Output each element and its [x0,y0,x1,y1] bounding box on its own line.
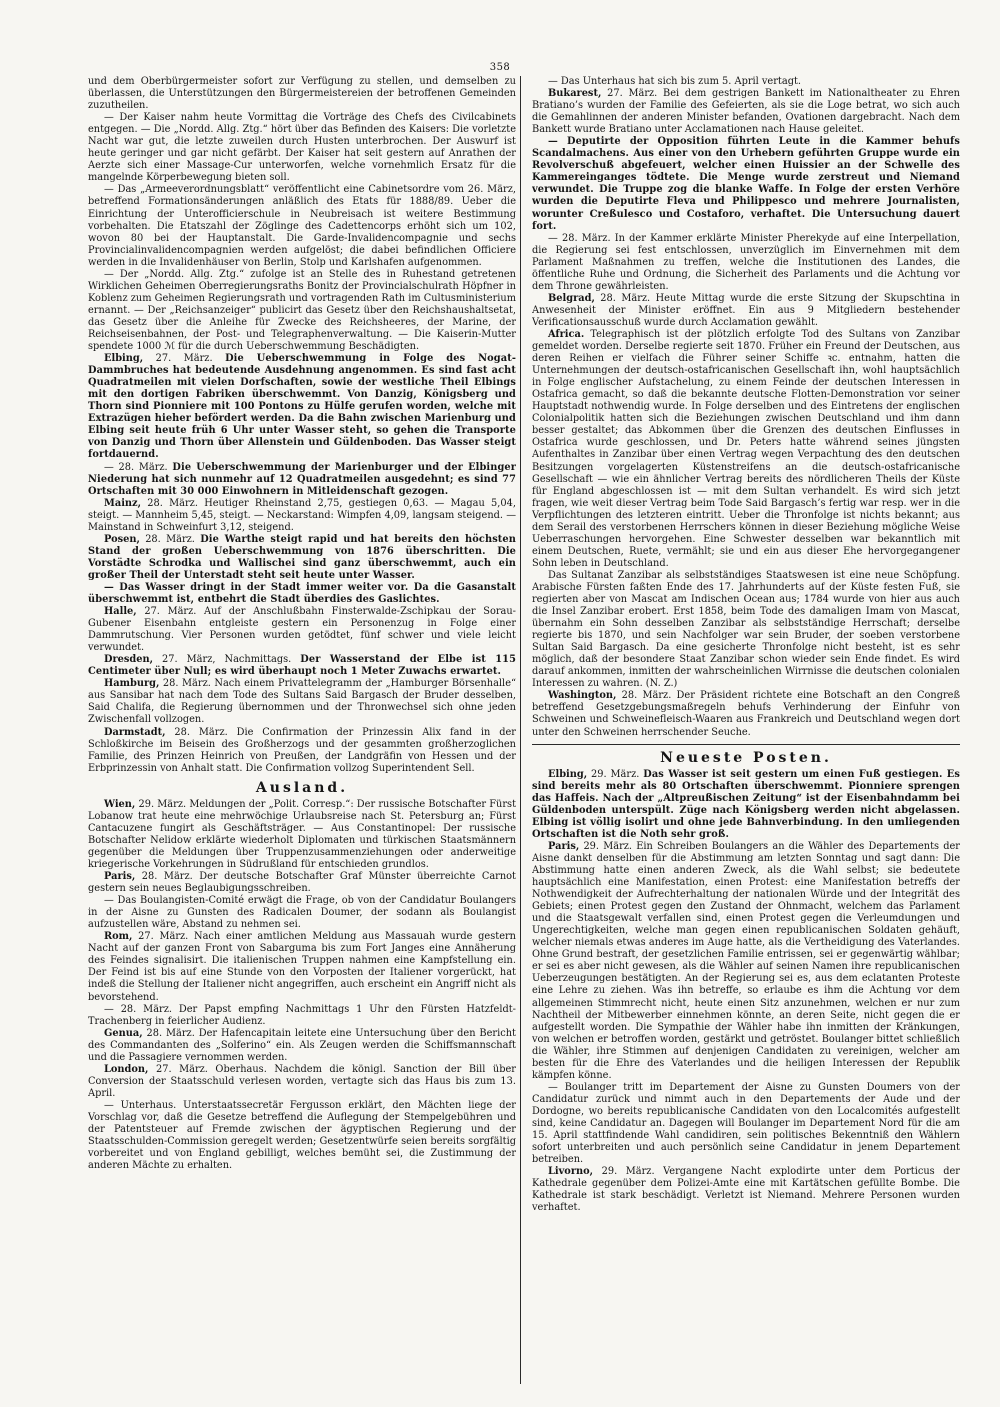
article-text: Der Wasserstand der Elbe ist 115 Centimeter über Null; es wird überhaupt noch 1 Meter Zuwachs erwartet. [88,654,516,678]
dateline-date: 29. März. [579,840,637,852]
article-text: Meldungen der „Polit. Corresp.“: Der russische Botschafter Fürst Lobanow trat heute eine mehrwöchige Urlaubsreise nach St. Petersburg an; Fürst Cantacuzene fungirt als Geschäftsträger. — Aus Constantinopel: Der russische Botschafter Nelidow erklärte wiederholt Diplomaten und türkischen Staatsmännern gegenüber die Meldungen über Truppenzusammenziehungen oder anderweitige kriegerische Vorkehrungen in Südrußland für entschieden grundlos. [88,798,516,870]
column-divider [520,76,521,1384]
article-paragraph [532,233,960,293]
dateline-place: Posen, [104,533,140,545]
dateline-place: Belgrad, [548,292,595,304]
article-paragraph [88,895,516,931]
dateline-place: Wien, [104,798,136,810]
article-paragraph [88,534,516,582]
article-paragraph [88,184,516,268]
article-text: Das Wasser ist seit gestern um einen Fuß gestiegen. Es sind bereits mehr als 80 Ortschaften überschwemmt. Pionniere sprengen das Haffeis. Nach der „Altpreußischen Zeitung“ ist der Eisenbahndamm bei Güldenboden unterspült. Züge nach Königsberg werden nicht abgelassen. Elbing ist völlig isolirt und ohne jede Bahnverbindung. In den umliegenden Ortschaften ist die Noth sehr groß. [532,768,960,840]
article-paragraph [88,1004,516,1028]
dateline-place: Elbing, [104,353,144,365]
article-text: Die Ueberschwemmung in Folge des Nogat-Dammbruches hat bedeutende Ausdehnung angenommen. Es sind fast acht Quadratmeilen mit vielen Dorfschaften, sowie der westliche Theil Elbings mit den dortigen Fabriken überschwemmt. Von Danzig, Königsberg und Thorn sind Pionniere mit 100 Pontons zu Hülfe gerufen worden, welche mit Extrazügen hieher befördert werden. Da die Bahn zwischen Marienburg und Elbing seit heute früh 6 Uhr unter Wasser steht, so gehen die Transporte von Danzig und Thorn über Allenstein und Güldenboden. Das Wasser steigt fortdauernd. [88,353,516,461]
left-column-articles [88,76,516,775]
article-text: Der Hafencapitain leitete eine Untersuchung über den Bericht des Commandanten des „Solferino“ ein. Als Zeugen werden die Schiffsmannschaft und die Passagiere vernommen werden. [88,1027,516,1063]
dateline-place: London, [104,1063,149,1075]
article-text: Die Confirmation der Prinzessin Alix fand in der Schloßkirche im Beisein des Großherzogs und der gesammten großherzoglichen Familie, des Prinzen Heinrich von Preußen, der Landgräfin von Hessen und der Erbprinzessin von Anhalt statt. Die Confirmation vollzog Superintendent Sell. [88,726,516,774]
article-text: Die Ueberschwemmung der Marienburger und der Elbinger Niederung hat sich nunmehr auf 12 Quadratmeilen ausgedehnt; es sind 77 Ortschaften mit 30 000 Einwohnern in Mitleidenschaft gezogen. [88,461,516,497]
article-paragraph [532,329,960,570]
dateline-place: Livorno, [548,1166,594,1178]
dateline-date: — 28. März. [548,232,615,244]
dateline-date: 27. März. [143,353,226,365]
article-paragraph [532,136,960,232]
dateline-place: Dresden, [104,654,154,666]
article-paragraph [88,727,516,775]
section-title-ausland: Ausland. [255,779,349,796]
article-text: — Das „Armeeverordnungsblatt“ veröffentlicht eine Cabinetsordre vom 26. März, betreffend Formationsänderungen anläßlich des Etats für 1888/89. Ueber die Einrichtung der Unterofficierschule in Neubreisach ist weitere Bestimmung vorbehalten. Die Etatszahl der Zöglinge des Cadettencorps erhöht sich um 102, wovon 80 bei der Hauptanstalt. Die Garde-Invalidencompagnie und sechs Provincialinvalidencompagnien werden aufgelöst; die dabei befindlichen Officiere werden in die Invalidenhäuser von Berlin, Stolp und Karlshafen aufgenommen. [88,184,516,268]
article-text: Der deutsche Botschafter Graf Münster überreichte Carnot gestern sein neues Beglaubigungsschreiben. [88,871,516,895]
dateline-place: Paris, [104,871,136,883]
article-text: — Das Wasser dringt in der Stadt immer weiter vor. Da die Gasanstalt überschwemmt ist, entbehrt die Stadt überdies des Gaslichtes. [88,581,516,606]
article-paragraph [532,570,960,690]
article-paragraph [532,76,960,88]
article-paragraph [532,293,960,329]
article-paragraph [532,1082,960,1166]
dateline-place: Africa. [548,328,585,340]
page-number: 358 [489,62,511,73]
article-text: Heute Mittag wurde die erste Sitzung der Skupschtina in Anwesenheit der Minister eröffnet. Ein aus 9 Mitgliedern bestehender Verificationsausschuß wurde durch Acclamation gewählt. [532,292,960,328]
dateline-date: 27. März. [132,931,195,943]
dateline-date: 27. März. [601,88,664,100]
article-paragraph [88,76,516,112]
dateline-date: 29. März. [587,768,644,780]
dateline-date: 28. März. [165,726,237,738]
dateline-date: 28. März. [159,678,215,690]
article-paragraph [88,871,516,895]
neueste-posten-articles [532,769,960,1215]
dateline-date: 28. März. [594,292,656,304]
dateline-date: 27. März. [136,606,205,618]
article-text: — Der „Nordd. Allg. Ztg.“ zufolge ist an Stelle des in Ruhestand getretenen Wirklichen Geheimen Oberregierungsraths Bonitz der Provincialschulrath Höpfner in Koblenz zum Geheimen Regierungsrath und vortragenden Rath im Cultusministerium ernannt. — Der „Reichsanzeiger“ publicirt das Gesetz über den Reichshaushaltsetat, das Gesetz über die Anleihe für Zwecke des Reichsheeres, der Marine, der Reichseisenbahnen, der Post- und Telegraphenverwaltung. — Die Kaiserin-Mutter spendete 1000 ℳ für die durch Ueberschwemmung Beschädigten. [88,268,516,353]
right-column-articles [532,76,960,739]
article-paragraph [532,1166,960,1214]
article-text: — Boulanger tritt im Departement der Aisne zu Gunsten Doumers von der Candidatur zurück und nimmt auch in den Departements der Aude und der Dordogne, wo bereits republicanische Candidaten von den Localcomités aufgestellt sind, keine Candidatur an. Dagegen will Boulanger im Departement Nord für die am 15. April stattfindende Wahl candidiren, sein politisches Bekenntniß den Wählern sofort unterbreiten und auch persönlich seine Candidatur in jenem Departement betreiben. [532,1081,960,1166]
article-text: Nach einer amtlichen Meldung aus Massauah wurde gestern Nacht auf der ganzen Front von Sabarguma bis zum Fort Janges eine Annäherung des Feindes signalisirt. Die italienischen Truppen nahmen eine Kampfstellung ein. Der Feind ist bis auf eine Stunde von den Vorposten der Italiener vorgerückt, hat indeß die Stellung der Italiener nicht angegriffen, auch erscheint ein Angriff nicht als bevorstehend. [88,931,516,1003]
ausland-articles [88,799,516,1172]
article-text: — Das Boulangisten-Comité erwägt die Frage, ob von der Candidatur Boulangers in der Aisne zu Gunsten des Radicalen Doumer, der sodann als Boulangist aufzustellen wäre, Abstand zu nehmen sei. [88,895,516,931]
article-paragraph [532,841,960,1082]
article-paragraph [532,88,960,136]
article-text: Der Präsident richtete eine Botschaft an den Congreß betreffend Gesetzgebungsmaßregeln behufs Verhinderung der Einfuhr von Schweinen und Schweinefleisch-Waaren aus Frankreich und Deutschland wegen dort unter den Schweinen herrschender Seuche. [532,690,960,738]
dateline-place: Halle, [104,606,137,618]
dateline-place: Paris, [548,840,580,852]
article-text: Der Papst empfing Nachmittags 1 Uhr den Fürsten Hatzfeldt-Trachenberg in feierlicher Audienz. [88,1003,516,1027]
article-paragraph [88,1100,516,1172]
dateline-date: — 28. März. [104,1003,179,1015]
dateline-place: Washington, [548,690,617,702]
article-text: — Der Kaiser nahm heute Vormittag die Vorträge des Chefs des Civilcabinets entgegen. — Die „Nordd. Allg. Ztg.“ hört über das Befinden des Kaisers: Die vorletzte Nacht war gut, die letzte zuweilen durch Husten unterbrochen. Der Auswurf ist heute geringer und gar nicht gefärbt. Der Kaiser hat seit gestern auf Anrathen der Aerzte sich einer Massage-Cur unterworfen, welche vornehmlich Ersatz für die mangelnde Körperbewegung bieten soll. [88,112,516,184]
article-paragraph [88,931,516,1003]
article-paragraph [88,498,516,534]
article-paragraph [88,269,516,353]
article-text: Vergangene Nacht explodirte unter dem Porticus der Kathedrale gegenüber dem Polizei-Amte eine mit Kartätschen gefüllte Bombe. Die Kathedrale ist stark beschädigt. Verletzt ist Niemand. Mehrere Personen wurden verhaftet. [532,1166,960,1214]
dateline-date: 28. März. [142,1027,199,1039]
article-text: Das Sultanat Zanzibar als selbstständiges Staatswesen ist eine neue Schöpfung. Arabische Fürsten faßten Ende des 17. Jahrhunderts auf der Küste festen Fuß, sie regierten aber von Mascat am Indischen Ocean aus; 1784 wurde von hier aus auch die Insel Zanzibar erobert. Erst 1858, beim Tode des damaligen Imam von Mascat, übernahm ein Sohn desselben Zanzibar als selbstständige Herrschaft; derselbe regierte bis 1870, und sein Nachfolger war sein Bruder, der soeben verstorbene Sultan Said Bargasch. Da eine gesicherte Thronfolge nicht besteht, ist es sehr möglich, daß der besondere Staat Zanzibar schon wieder sein Ende findet. Es wird darauf ankommen, inmitten der wahrscheinlichen Wirrnisse die deutschen colonialen Interessen zu wahren. (N. Z.) [532,569,960,690]
section-title-neueste-posten: Neueste Posten. [660,749,832,766]
dateline-date: 27. März. [148,1063,216,1075]
article-paragraph [532,690,960,738]
dateline-place: Elbing, [548,768,588,780]
article-text: Heutiger Rheinstand 2,75, gestiegen 0,63. — Magau 5,04, steigt. — Mannheim 5,45, steigt. — Neckarstand: Wimpfen 4,09, langsam steigend. — Mainstand in Schweinfurt 3,12, steigend. [88,497,516,533]
article-paragraph [88,606,516,654]
dateline-date: 28. März. [139,533,201,545]
article-text: Die Warthe steigt rapid und hat bereits den höchsten Stand der großen Ueberschwemmung von 1876 überschritten. Die Vorstädte Schrodka und Wallischei sind ganz überschwemmt, auch ein großer Theil der Unterstadt steht seit heute unter Wasser. [88,533,516,581]
dateline-date: 29. März. [593,1166,664,1178]
dateline-place: Bukarest, [548,88,602,100]
article-text: und dem Oberbürgermeister sofort zur Verfügung zu stellen, und demselben zu überlassen, die Unterstützungen den Bürgermeistereien der betroffenen Gemeinden zuzutheilen. [88,76,516,112]
dateline-place: Mainz, [104,497,142,509]
article-paragraph [88,799,516,871]
article-paragraph [88,462,516,498]
left-column [88,76,516,1396]
dateline-place: Hamburg, [104,678,160,690]
article-text: Ein Schreiben Boulangers an die Wähler des Departements der Aisne dankt denselben für die Abstimmung am letzten Sonntag und sagt dann: Die Abstimmung hatte einen anderen Zweck, als die Wahl selbst; sie bedeutete hauptsächlich eine Manifestation, einen Protest: eine Manifestation betreffs der Nothwendigkeit der Aufrechterhaltung der nationalen Würde und der Integrität des Gebiets; einen Protest gegen den Zustand der Ohnmacht, welchem das Parlament und die Staatsgewalt verfallen sind, einen Protest gegen die Verleumdungen und Ungerechtigkeiten, welche man gegen einen republicanischen Soldaten gehäuft, welcher niemals etwas anderes im Auge hatte, als die Vertheidigung des Vaterlandes. Ohne Grund bestraft, der gesetzlichen Familie entrissen, sei er gegenwärtig wählbar; er sei es aber nicht gewesen, als die Wähler auf seinen Namen ihre republicanischen Ueberzeugungen bestätigten. An der Regierung sei es, aus dem eclatanten Proteste eine Lehre zu ziehen. Was ihn betreffe, so erlaube es ihm die Achtung vor dem allgemeinen Stimmrecht nicht, heute einen Sitz anzunehmen, welchen er nur zum Nachtheil der Mitbewerber einnehmen könnte, an deren Seite, nicht gegen die er aufgestellt worden. Die Sympathie der Wähler habe ihn inmitten der Kränkungen, von welchen er betroffen worden, gestärkt und getröstet. Boulanger bittet schließlich die Wähler, ihre Stimmen auf denjenigen Candidaten zu vereinigen, welcher am besten für die Ehre des Vaterlandes und die heiligen Interessen der Republik kämpfen könne. [532,840,960,1081]
dateline-date: 28. März. [141,497,205,509]
dateline-date: 28. März. [135,871,200,883]
article-text: In der Kammer erklärte Minister Pherekyde auf eine Interpellation, die Regierung sei fest entschlossen, unverzüglich im Einvernehmen mit dem Parlament Maßnahmen zu treffen, welche die Institutionen des Landes, die öffentliche Ruhe und Ordnung, die Sicherheit des Parlaments und die Achtung vor dem Throne gewährleisten. [532,232,960,292]
dateline-date: 29. März. [135,798,190,810]
article-paragraph [88,1064,516,1100]
dateline-date: 28. März. [616,690,677,702]
article-paragraph [532,769,960,841]
right-column [532,76,960,1396]
dateline-place: Darmstadt, [104,726,166,738]
dateline-place: Rom, [104,931,133,943]
article-text: — Deputirte der Opposition führten Leute in die Kammer behufs Scandalmachens. Aus einer von den Urhebern geführten Gruppe wurde ein Revolverschuß abgefeuert, welcher einen Huissier an der Schwelle des Kammereinganges tödtete. Die Menge wurde zerstreut und Niemand verwundet. Die Truppe zog die blanke Waffe. In Folge der ersten Verhöre wurden die Deputirte Fleva und Philippesco und mehrere Journalisten, worunter Creßulesco und Costaforo, verhaftet. Die Untersuchung dauert fort. [532,136,960,232]
article-text: Telegraphisch ist der plötzlich erfolgte Tod des Sultans von Zanzibar gemeldet worden. Derselbe regierte seit 1870. Früher ein Freund der Deutschen, aus deren Reihen er vielfach die Führer seiner Schiffe ꝛc. entnahm, hatten die Unternehmungen der deutsch-ostafricanischen Gesellschaft ihn, wohl hauptsächlich in Folge englischer Aufstachelung, zu einem Feinde der deutschen Interessen in Ostafrica gemacht, so daß die bekannte deutsche Flotten-Demonstration vor seiner Hauptstadt nothwendig wurde. In Folge derselben und des Eintretens der englischen Colonialpolitik hatten sich die Beziehungen zwischen Deutschland und ihm dann besser gestaltet; das Abkommen über die Grenzen des deutschen Einflusses in Ostafrica wurde geschlossen, und Dr. Peters hatte während seines jüngsten Aufenthaltes in Zanzibar über einen Vertrag wegen Verpachtung des den deutschen Besitzungen vorgelagerten Küstenstreifens an die deutsch-ostafricanische Gesellschaft — wie ein ähnlicher Vertrag bereits des nördlicheren Theils der Küste für England abgeschlossen ist — mit dem Sultan verhandelt. Es wird sich jetzt fragen, wie weit dieser Vertrag beim Tode Said Bargasch’s fertig war resp. wer in die Verpflichtungen des letzteren eintritt. Ueber die Thronfolge ist nichts bekannt; aus dem Serail des verstorbenen Herrschers können in dieser Beziehung mögliche Weise Ueberraschungen hervorgehen. Eine Schwester desselben war bekanntlich mit einem Deutschen, Ruete, vermählt; sie und ein aus dieser Ehe hervorgegangener Sohn leben in Deutschland. [532,328,960,569]
article-paragraph [88,678,516,726]
article-text: — Unterhaus. Unterstaatssecretär Fergusson erklärt, den Mächten liege der Vorschlag vor, daß die Gesetze betreffend die Auflegung der Stempelgebühren und der Patentsteuer auf Fremde zwischen der ägyptischen Regierung und der Staatsschulden-Commission geregelt werden; Gesetzentwürfe seien bereits sorgfältig vorbereitet und von England gebilligt, welches bemüht sei, die Zustimmung der anderen Mächte zu erhalten. [88,1099,516,1172]
article-paragraph [88,582,516,606]
article-paragraph [88,353,516,461]
article-paragraph [88,112,516,184]
article-text: Oberhaus. Nachdem die königl. Sanction der Bill über Conversion der Staatsschuld verlesen worden, vertagte sich das Haus bis zum 13. April. [88,1063,516,1099]
article-paragraph [88,1028,516,1064]
article-paragraph [88,654,516,678]
article-text: — Das Unterhaus hat sich bis zum 5. April vertagt. [548,76,802,87]
dateline-date: 27. März, Nachmittags. [153,654,301,666]
article-text: Auf der Anschlußbahn Finsterwalde-Zschipkau der Sorau-Gubener Eisenbahn entgleiste gestern ein Personenzug in Folge einer Dammrutschung. Vier Personen wurden getödtet, fünf schwer und viele leicht verwundet. [88,606,516,654]
article-text: Bei dem gestrigen Bankett im Nationaltheater zu Ehren Bratiano’s wurden der Familie des Gefeierten, als sie die Loge betrat, wo sich auch die Gemahlinnen der anderen Minister befanden, Ovationen dargebracht. Nach dem Bankett wurde Bratiano unter Acclamationen nach Hause geleitet. [532,88,960,136]
dateline-place: Genua, [104,1027,143,1039]
article-text: Nach einem Privattelegramm der „Hamburger Börsenhalle“ aus Sansibar hat nach dem Tode des Sultans Said Bargasch der Bruder desselben, Said Chalifa, die Regierung übernommen und der Thronwechsel sich ohne jeden Zwischenfall vollzogen. [88,678,516,726]
dateline-date: — 28. März. [104,461,173,473]
section-divider [532,744,960,745]
